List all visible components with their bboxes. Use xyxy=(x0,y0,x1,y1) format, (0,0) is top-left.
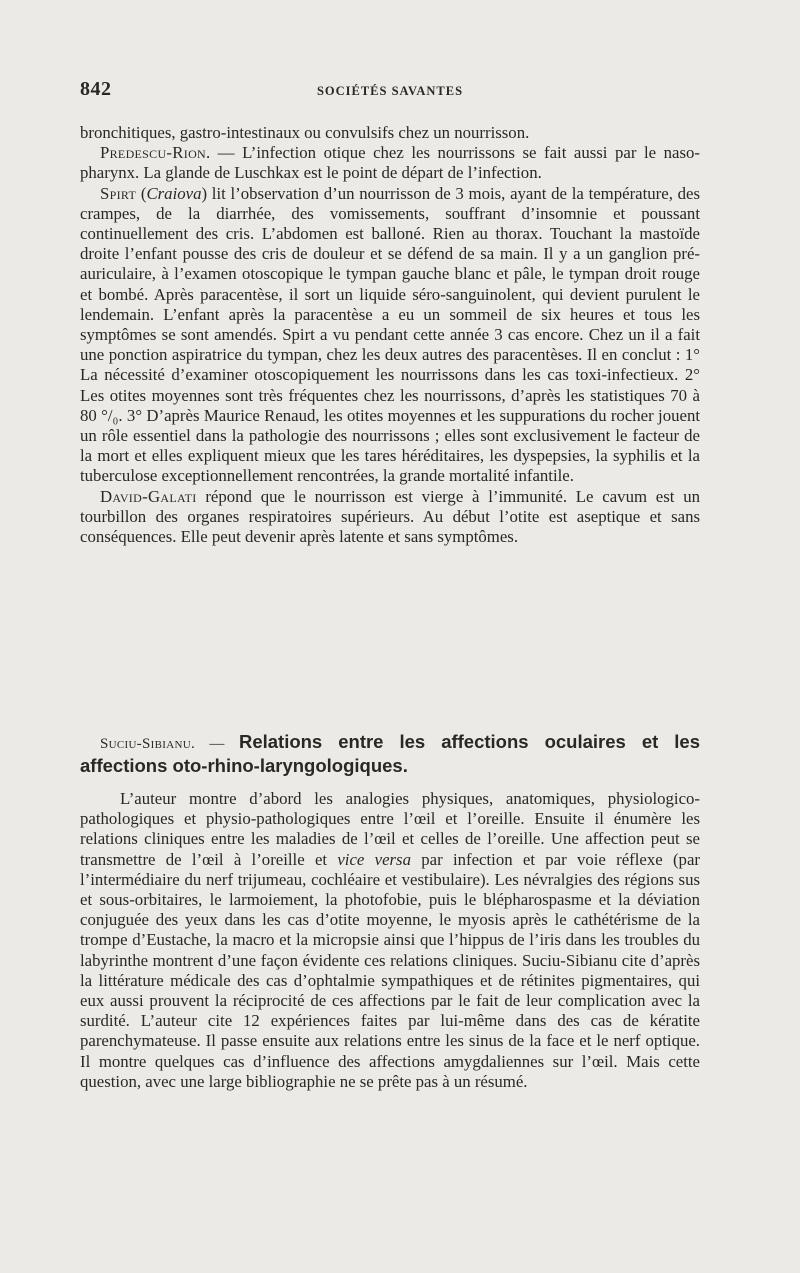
section-suciu-sibianu xyxy=(80,731,700,1092)
paragraph-spirt: Spirt (Craiova) lit l’observation d’un nourrisson de 3 mois, ayant de la température, des crampes, de la diarrhée, des vomissements, souffrant d’insomnie et poussant continuellement des cris. L’abdomen est balloné. Rien au thorax. Touchant la mastoïde droite l’enfant pousse des cris de douleur et se défend de sa main. Il y a un ganglion pré-auriculaire, à l’examen otoscopique le tympan gauche blanc et pâle, le tympan droit rouge et bombé. Après paracentèse, il sort un liquide séro-sanguinolent, qui devient purulent le lendemain. L’enfant après la paracentèse a eu un sommeil de six heures et tous les symptômes se sont amendés. Spirt a vu pendant cette année 3 cas encore. Chez un il a fait une ponction aspiratrice du tympan, chez les deux autres des paracentèses. Il en conclut : 1° La nécessité d’examiner otoscopiquement les nourrissons dans les cas toxi-infectieux. 2° Les otites moyennes sont très fréquentes chez les nourrissons, d’après les statistiques 70 à 80 °/₀. 3° D’après Maurice Renaud, les otites moyennes et les suppurations du rocher jouent un rôle essentiel dans la pathologie des nourrissons ; elles sont exclusivement le facteur de la mort et elles expliquent mieux que les tares héréditaires, les dyspepsies, la syphilis et la tuberculose exceptionnellement rencontrées, la grande mortalité infantile. xyxy=(80,183,700,486)
body-text xyxy=(80,123,700,547)
running-head: SOCIÉTÉS SAVANTES xyxy=(316,84,464,98)
paragraph-predescu-rion xyxy=(80,143,700,183)
section-text-part: L’auteur montre d’abord les analogies physiques, anatomiques, physiologico-pathologiques et physio-pathologiques entre l’œil et l’oreille. Ensuite il énumère les relations cliniques entre les maladies de l’œil et celles de l’oreille. Une affection peut se transmettre de l’œil à l’oreille et xyxy=(80,789,700,869)
section-text-part: par infection et par voie réflexe (par l’intermédiaire du nerf trijumeau, cochléaire et vestibulaire). Les névralgies des régions sus et sous-orbitaires, le larmoiement, la photofobie, puis le blépharospasme et la déviation conjuguée des yeux dans les cas d’otite moyenne, le myosis après le cathétérisme de la trompe d’Eustache, la macro et la micropsie ainsi que l’hippus de l’iris dans les troubles du labyrinthe montrent d’une façon évidente ces relations cliniques. Suciu-Sibianu cite d’après la littérature médicale des cas d’ophtalmie sympathiques et de rétinites pigmentaires, qui eux aussi prouvent la réciprocité de ces affections par le fait de leur complication avec la surdité. L’auteur cite 12 expériences faites par lui-même dans des cas de kératite parenchymateuse. Il passe ensuite aux relations entre les sinus de la face et le nerf optique. Il montre quelques cas d’influence des affections amygdaliennes sur l’œil. Mais cette question, avec une large bibliographie ne se prête pas à un résumé. xyxy=(80,849,700,1091)
section-body xyxy=(80,789,700,1092)
author-name: David-Galati xyxy=(100,486,197,506)
section-author: Suciu-Sibianu xyxy=(100,736,191,752)
paragraph-text: lit l’observation d’un nourrisson de 3 mois, ayant de la température, des crampes, de la diarrhée, des vomissements, souffrant d’insomnie et poussant continuellement des cris. L’abdomen est balloné. Rien au thorax. Touchant la mastoïde droite l’enfant pousse des cris de douleur et se défend de sa main. Il y a un ganglion pré-auriculaire, à l’examen otoscopique le tympan gauche blanc et pâle, le tympan droit rouge et bombé. Après paracentèse, il sort un liquide séro-sanguinolent, qui devient purulent le lendemain. L’enfant après la paracentèse a eu un sommeil de six heures et tous les symptômes se sont amendés. Spirt a vu pendant cette année 3 cas encore. Chez un il a fait une ponction aspiratrice du tympan, chez les deux autres des paracentèses. Il en conclut : 1° La nécessité d’examiner otoscopiquement les nourrissons dans les cas toxi-infectieux. 2° Les otites moyennes sont très fréquentes chez les nourrissons, d’après les statistiques 70 à 80 °/₀. 3° D’après Maurice Renaud, les otites moyennes et les suppurations du rocher jouent un rôle essentiel dans la pathologie des nourrissons ; elles sont exclusivement le facteur de la mort et elles expliquent mieux que les tares héréditaires, les dyspepsies, la syphilis et la tuberculose exceptionnellement rencontrées, la grande mortalité infantile. xyxy=(80,183,700,486)
section-italic-phrase: vice versa xyxy=(337,849,411,869)
paragraph-david-galati xyxy=(80,487,700,548)
section-separator: . — xyxy=(190,736,239,752)
paragraph-text: bronchitiques, gastro-intestinaux ou convulsifs chez un nourrisson. xyxy=(80,123,530,142)
page-header xyxy=(80,78,700,104)
author-place: Craiova xyxy=(146,183,202,203)
author-name: Spirt xyxy=(100,183,137,203)
paragraph-text: . — L’infection otique chez les nourrissons se fait aussi par le naso-pharynx. La glande de Luschkax est le point de départ de l’infection. xyxy=(80,143,700,183)
section-title: Relations entre les affections oculaires et les affections oto-rhino-laryngologiques. xyxy=(80,731,700,776)
paragraph-continuation xyxy=(80,123,700,143)
author-name: Predescu-Rion xyxy=(100,143,207,163)
paragraph-text: répond que le nourrisson est vierge à l’immunité. Le cavum est un tourbillon des organes respiratoires supérieurs. Au début l’otite est aseptique et sans conséquences. Elle peut devenir après latente et sans symptômes. xyxy=(80,486,700,547)
section-heading xyxy=(80,731,700,778)
page-number: 842 xyxy=(80,78,112,100)
